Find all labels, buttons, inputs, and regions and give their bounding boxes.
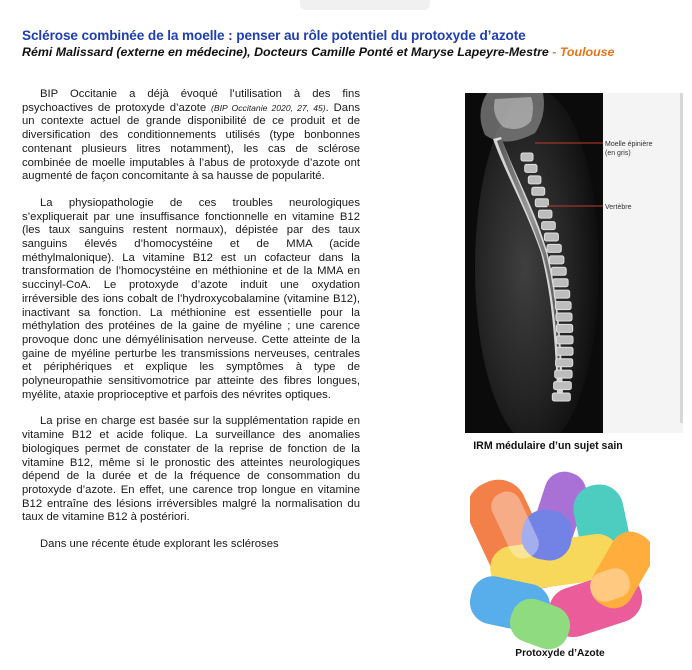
vertebra xyxy=(525,164,537,172)
vertebra xyxy=(554,382,572,390)
vertebra xyxy=(539,210,552,218)
illustration-caption: Protoxyde d’Azote xyxy=(515,648,605,659)
mri-label-moelle-line2: (en gris) xyxy=(605,150,631,157)
page-top-edge xyxy=(0,0,692,22)
paragraph-intro-end: . Dans un contexte actuel de grande disponibilité de ce produit et de diversification des conditionnements utilisés (type bonbonnes contenant plusieurs litres notamment), les cas de sclérose combinée de moelle imputables à l’abus de protoxyde d’azote ont augmenté de façon concomitante à sa hausse de popularité. xyxy=(22,101,361,183)
vertebra xyxy=(556,359,573,367)
vertebra xyxy=(528,176,541,184)
mri-label-vertebre: Vertèbre xyxy=(605,204,632,211)
vertebra xyxy=(521,153,533,161)
vertebra xyxy=(535,199,548,207)
vertebra xyxy=(552,393,570,401)
authors-names: Rémi Malissard (externe en médecine), Docteurs Camille Ponté et Maryse Lapeyre-Mestre xyxy=(22,45,549,59)
vertebra xyxy=(544,233,558,241)
vertebra xyxy=(554,290,569,298)
vertebra xyxy=(551,267,566,275)
vertebra xyxy=(532,187,545,195)
vertebra xyxy=(556,324,572,332)
citation-reference: (BIP Occitanie 2020, 27, 45) xyxy=(211,102,326,113)
vertebra xyxy=(549,256,564,264)
vertebra xyxy=(556,347,573,355)
authors-city: Toulouse xyxy=(559,45,615,59)
mri-label-moelle-line1: Moelle épinière xyxy=(605,141,653,148)
paragraph-intro-start: BIP Occitanie a déjà évoqué l’utilisation à des fins psychoactives de protoxyde d’azote xyxy=(22,88,360,114)
authors-separator: - xyxy=(548,45,560,59)
vertebra xyxy=(556,313,572,321)
page-tab-shadow xyxy=(300,0,430,10)
vertebra xyxy=(553,279,568,287)
vertebra xyxy=(547,244,561,252)
article-body xyxy=(22,88,360,552)
article-title: Sclérose combinée de la moelle : penser au rôle potentiel du protoxyde d’azote xyxy=(22,28,526,43)
mri-image xyxy=(465,93,683,433)
paragraph-intro xyxy=(22,88,360,184)
vertebra xyxy=(556,336,573,344)
paragraph-physiopathology: La physiopathologie de ces troubles neurologiques s’expliquerait par une insuffisance fonctionnelle en vitamine B12 (les taux sanguins restent normaux), dépistée par des taux sanguins élevés d’homocystéine et de MMA (acide méthylmalonique). La vitamine B12 est un cofacteur dans la transformation de l’homocystéine en méthionine et de la MMA en succinyl-CoA. Le protoxyde d’azote induit une oxydation irréversible des ions cobalt de l’hydroxycobalamine (vitamine B12), inactivant sa fonction. La méthionine est essentielle pour la méthylation des protéines de la gaine de myéline ; une carence provoque donc une démyélinisation nerveuse. Cette atteinte de la gaine de myéline perturbe les transmissions nerveuses, centrales et périphériques et explique les symptômes à type de polyneuropathie sensitivomotrice par atteinte des fibres longues, myélite, ataxie proprioceptive et parfois des névrites optiques. xyxy=(22,196,360,401)
paragraph-study: Dans une récente étude explorant les scléroses xyxy=(40,538,279,551)
nitrous-oxide-illustration xyxy=(470,470,650,652)
paragraph-treatment: La prise en charge est basée sur la supplémentation rapide en vitamine B12 et acide folique. La surveillance des anomalies biologiques permet de constater de la reprise de fonction de la vitamine B12, même si le pronostic des atteintes neurologiques dépend de la durée et de la fréquence de consommation du protoxyde d’azote. En effet, une carence trop longue en vitamine B12 entraîne des lésions irréversibles malgré la normalisation du taux de vitamine B12 à postériori. xyxy=(22,415,360,524)
mri-caption: IRM médulaire d’un sujet sain xyxy=(473,440,623,452)
article-authors xyxy=(22,45,687,59)
vertebra xyxy=(555,302,571,310)
vertebra xyxy=(542,222,556,230)
vertebra xyxy=(555,370,572,378)
